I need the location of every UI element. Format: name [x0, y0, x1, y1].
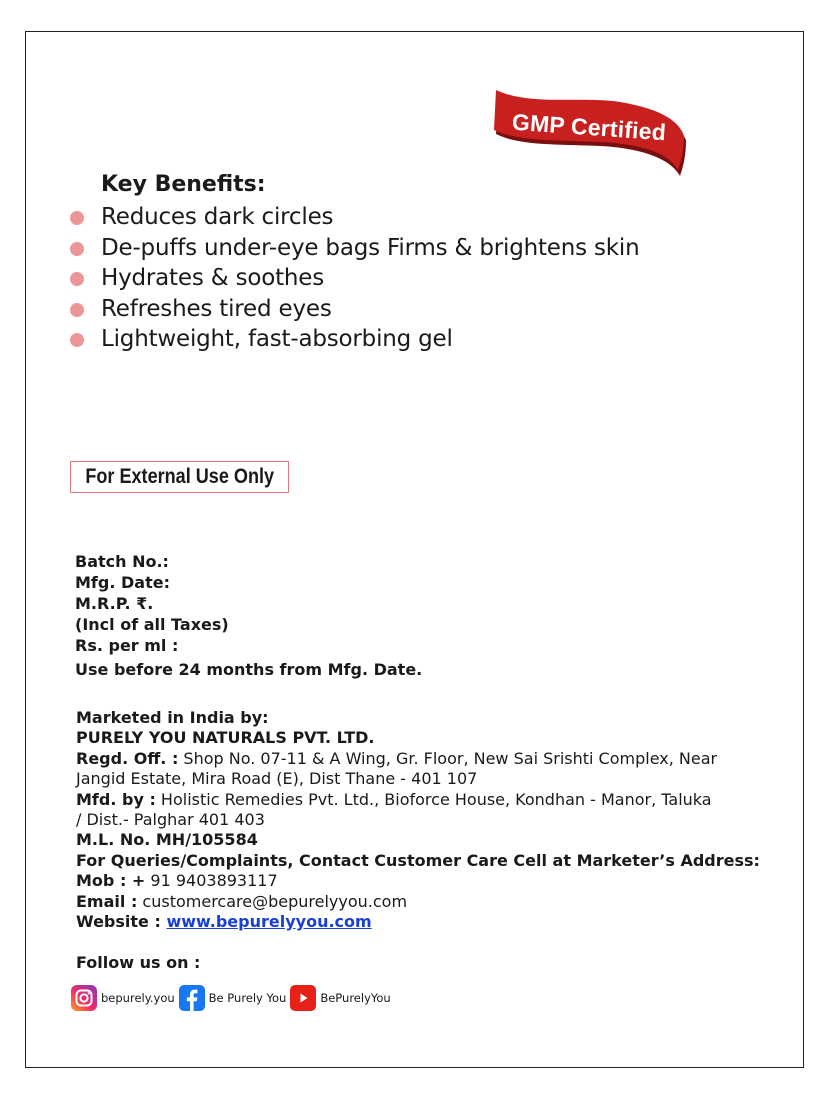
bullet-dot-icon: [70, 242, 84, 256]
mobile-line: [76, 871, 776, 891]
mobile-label: Mob : +: [76, 871, 146, 891]
youtube-link[interactable]: [290, 985, 392, 1011]
facebook-handle: Be Purely You: [208, 991, 287, 1005]
company-name: PURELY YOU NATURALS PVT. LTD.: [76, 728, 375, 748]
benefit-text: Lightweight, fast-absorbing gel: [101, 326, 453, 352]
bullet-dot-icon: [70, 303, 84, 317]
ml-number: M.L. No. MH/105584: [76, 830, 258, 850]
taxes-note: (Incl of all Taxes): [75, 615, 229, 634]
social-links: [71, 985, 395, 1011]
mobile-number: 91 9403893117: [145, 871, 278, 891]
email-line: [76, 892, 776, 912]
email-address: customercare@bepurelyyou.com: [137, 891, 408, 911]
gmp-badge-text: GMP Certified: [511, 108, 667, 146]
external-use-text: For External Use Only: [85, 465, 274, 488]
use-before: Use before 24 months from Mfg. Date.: [75, 660, 423, 679]
benefit-text: Hydrates & soothes: [101, 265, 325, 291]
website-link[interactable]: www.bepurelyyou.com: [166, 912, 372, 932]
queries-note: For Queries/Complaints, Contact Customer Care Cell at Marketer’s Address:: [76, 850, 760, 870]
benefit-text: Refreshes tired eyes: [101, 295, 332, 322]
benefit-text: De-puffs under-eye bags Firms & brightens skin: [101, 234, 640, 261]
facebook-link[interactable]: [179, 985, 289, 1011]
youtube-handle: BePurelyYou: [320, 991, 391, 1005]
instagram-link[interactable]: [71, 985, 177, 1011]
mfd-label: Mfd. by :: [76, 789, 156, 809]
list-item: [70, 202, 640, 233]
mfd-line1: [76, 790, 776, 810]
batch-info: [75, 551, 422, 680]
mfd-address-2: / Dist.- Palghar 401 403: [76, 810, 265, 830]
price-per-ml: Rs. per ml :: [75, 636, 179, 655]
bullet-dot-icon: [70, 211, 84, 225]
mrp: M.R.P. ₹.: [75, 594, 154, 613]
instagram-icon: [71, 985, 97, 1011]
list-item: [70, 324, 640, 355]
company-details: [76, 708, 776, 932]
regd-office-line1: [76, 749, 776, 769]
list-item: [70, 233, 640, 264]
benefits-title: Key Benefits:: [101, 172, 266, 197]
facebook-icon: [179, 985, 205, 1011]
batch-no: Batch No.:: [75, 552, 169, 571]
list-item: [70, 263, 640, 294]
regd-address-1: Shop No. 07-11 & A Wing, Gr. Floor, New Sai Srishti Complex, Near: [178, 748, 718, 768]
marketed-by: Marketed in India by:: [76, 708, 269, 727]
bullet-dot-icon: [70, 333, 84, 347]
regd-label: Regd. Off. :: [76, 748, 179, 768]
mfg-date: Mfg. Date:: [75, 573, 170, 592]
website-label: Website :: [76, 912, 167, 932]
website-line: [76, 912, 776, 932]
external-use-warning: [70, 461, 289, 493]
benefits-list: [70, 202, 640, 355]
list-item: [70, 294, 640, 325]
youtube-icon: [290, 985, 316, 1011]
email-label: Email :: [76, 891, 138, 911]
follow-us-title: Follow us on :: [76, 953, 201, 972]
bullet-dot-icon: [70, 272, 84, 286]
regd-address-2: Jangid Estate, Mira Road (E), Dist Thane - 401 107: [76, 769, 478, 789]
gmp-certified-badge: [490, 88, 690, 180]
instagram-handle: bepurely.you: [101, 991, 175, 1005]
mfd-address-1: Holistic Remedies Pvt. Ltd., Bioforce House, Kondhan - Manor, Taluka: [155, 789, 712, 809]
benefit-text: Reduces dark circles: [101, 204, 334, 230]
